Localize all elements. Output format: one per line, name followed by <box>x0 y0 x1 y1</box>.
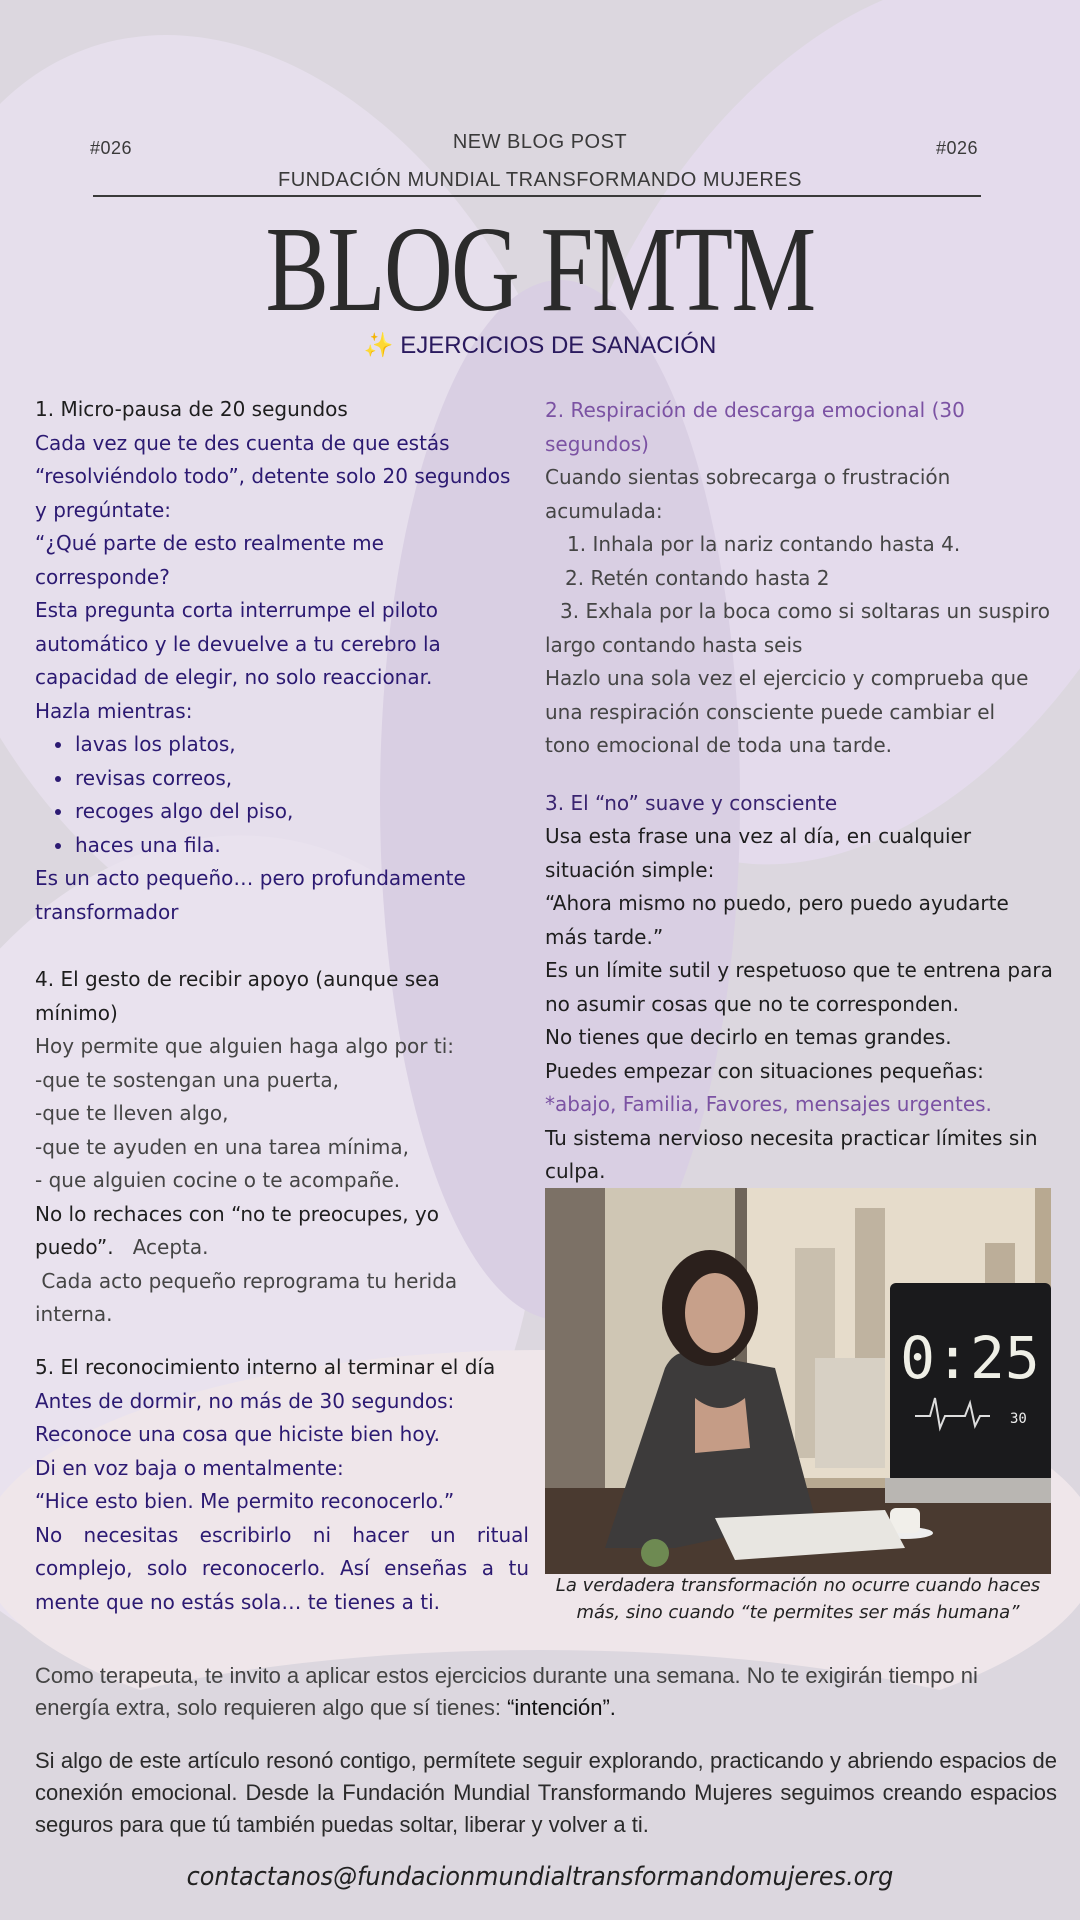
exercise-4 <box>35 963 505 1332</box>
text: Es un límite sutil y respetuoso que te entrena para no asumir cosas que no te corresponden. <box>545 958 1053 1016</box>
text: Cuando sientas sobrecarga o frustración acumulada: <box>545 465 951 523</box>
timer-display: 0:25 <box>900 1324 1040 1392</box>
list-item: 2. Retén contando hasta 2 <box>565 565 830 590</box>
text: Antes de dormir, no más de 30 segundos: <box>35 1388 455 1413</box>
intention-word: “intención”. <box>507 1695 616 1720</box>
text: largo contando hasta seis <box>545 632 803 657</box>
exercise-2-title: 2. Respiración de descarga emocional (30 segundos) <box>545 398 965 456</box>
text: -que te ayuden en una tarea mínima, <box>35 1134 410 1159</box>
text: No lo rechaces con “no te preocupes, yo puedo”. <box>35 1201 440 1259</box>
text: “¿Qué parte de esto realmente me corresponde? <box>35 531 384 589</box>
list-item: haces una fila. <box>35 829 525 863</box>
issue-number-right: #026 <box>935 138 978 158</box>
text: Es un acto pequeño… pero profundamente transformador <box>35 866 466 924</box>
text: “Hice esto bien. Me permito reconocerlo.” <box>35 1489 455 1513</box>
exercise-5-title: 5. El reconocimiento interno al terminar el día <box>35 1355 496 1379</box>
text: Usa esta frase una vez al día, en cualquier situación simple: <box>545 824 972 882</box>
list-item: recoges algo del piso, <box>35 795 525 829</box>
subtitle-text: EJERCICIOS DE SANACIÓN <box>400 332 717 359</box>
exercise-5 <box>35 1351 529 1619</box>
text: No necesitas escribirlo ni hacer un ritual complejo, solo reconocerlo. Así enseñas a tu mente que no estás sola… te tienes a ti. <box>35 1522 529 1614</box>
page-title: BLOG FMTM <box>265 202 815 337</box>
text: Cada vez que te des cuenta de que estás “resolviéndolo todo”, detente solo 20 segundos y pregúntate: <box>35 430 511 522</box>
text: Esta pregunta corta interrumpe el piloto automático y le devuelve a tu cerebro la capacidad de elegir, no solo reaccionar. <box>35 598 441 689</box>
activity-list <box>35 728 525 862</box>
closing-paragraph-2: Si algo de este artículo resonó contigo, permítete seguir explorando, practicando y abriendo espacios de conexión emocional. Desde la Fundación Mundial Transformando Mujeres seguimos creando espacios seguros para que tú también puedas soltar, liberar y volver a ti. <box>35 1748 1057 1837</box>
exercise-4-title: 4. El gesto de recibir apoyo (aunque sea mínimo) <box>35 967 440 1025</box>
org-name: FUNDACIÓN MUNDIAL TRANSFORMANDO MUJERES <box>278 169 802 191</box>
text: -que te lleven algo, <box>35 1101 229 1125</box>
issue-number-left: #026 <box>90 138 133 158</box>
text: “Ahora mismo no puedo, pero puedo ayudarte más tarde.” <box>545 891 1009 949</box>
list-item: lavas los platos, <box>35 728 525 762</box>
timer-small: 30 <box>1010 1411 1027 1427</box>
exercise-3-title: 3. El “no” suave y consciente <box>545 790 838 815</box>
exercise-1-title: 1. Micro-pausa de 20 segundos <box>35 397 348 421</box>
text: - que alguien cocine o te acompañe. <box>35 1168 401 1192</box>
meditation-photo <box>545 1188 1051 1574</box>
text: Hazlo una sola vez el ejercicio y comprueba que una respiración consciente puede cambiar el tono emocional de toda una tarde. <box>545 666 1029 757</box>
text: Hazla mientras: <box>35 698 193 723</box>
text: *abajo, Familia, Favores, mensajes urgentes. <box>545 1092 992 1116</box>
list-item: 3. Exhala por la boca como si soltaras un suspiro <box>560 599 1050 623</box>
header-divider <box>93 195 981 197</box>
text: Tu sistema nervioso necesita practicar límites sin culpa. <box>545 1125 1038 1183</box>
text: Hoy permite que alguien haga algo por ti: <box>35 1034 454 1058</box>
closing-paragraph-1 <box>35 1660 1057 1724</box>
kicker: NEW BLOG POST <box>452 131 628 153</box>
text: Puedes empezar con situaciones pequeñas: <box>545 1058 984 1083</box>
text: Cada acto pequeño reprograma tu herida interna. <box>35 1268 464 1326</box>
text: Di en voz baja o mentalmente: <box>35 1455 344 1480</box>
exercise-1 <box>35 393 525 929</box>
list-item: 1. Inhala por la nariz contando hasta 4. <box>567 532 961 556</box>
text: -que te sostengan una puerta, <box>35 1067 339 1092</box>
text: No tienes que decirlo en temas grandes. <box>545 1025 952 1049</box>
text: Como terapeuta, te invito a aplicar estos ejercicios durante una semana. No te exigirán tiempo ni energía extra, solo requieren algo que sí tienes: <box>35 1663 978 1720</box>
photo-caption: La verdadera transformación no ocurre cuando haces más, sino cuando “te permites ser más humana” <box>555 1575 1041 1623</box>
sparkle-icon: ✨ <box>363 332 394 359</box>
text: Reconoce una cosa que hiciste bien hoy. <box>35 1422 440 1446</box>
text: Acepta. <box>113 1235 209 1259</box>
section-subtitle <box>0 331 1080 360</box>
contact-email-link[interactable]: contactanos@fundacionmundialtransformandomujeres.org <box>186 1862 894 1892</box>
exercise-2 <box>545 394 1055 1189</box>
list-item: revisas correos, <box>35 762 525 796</box>
